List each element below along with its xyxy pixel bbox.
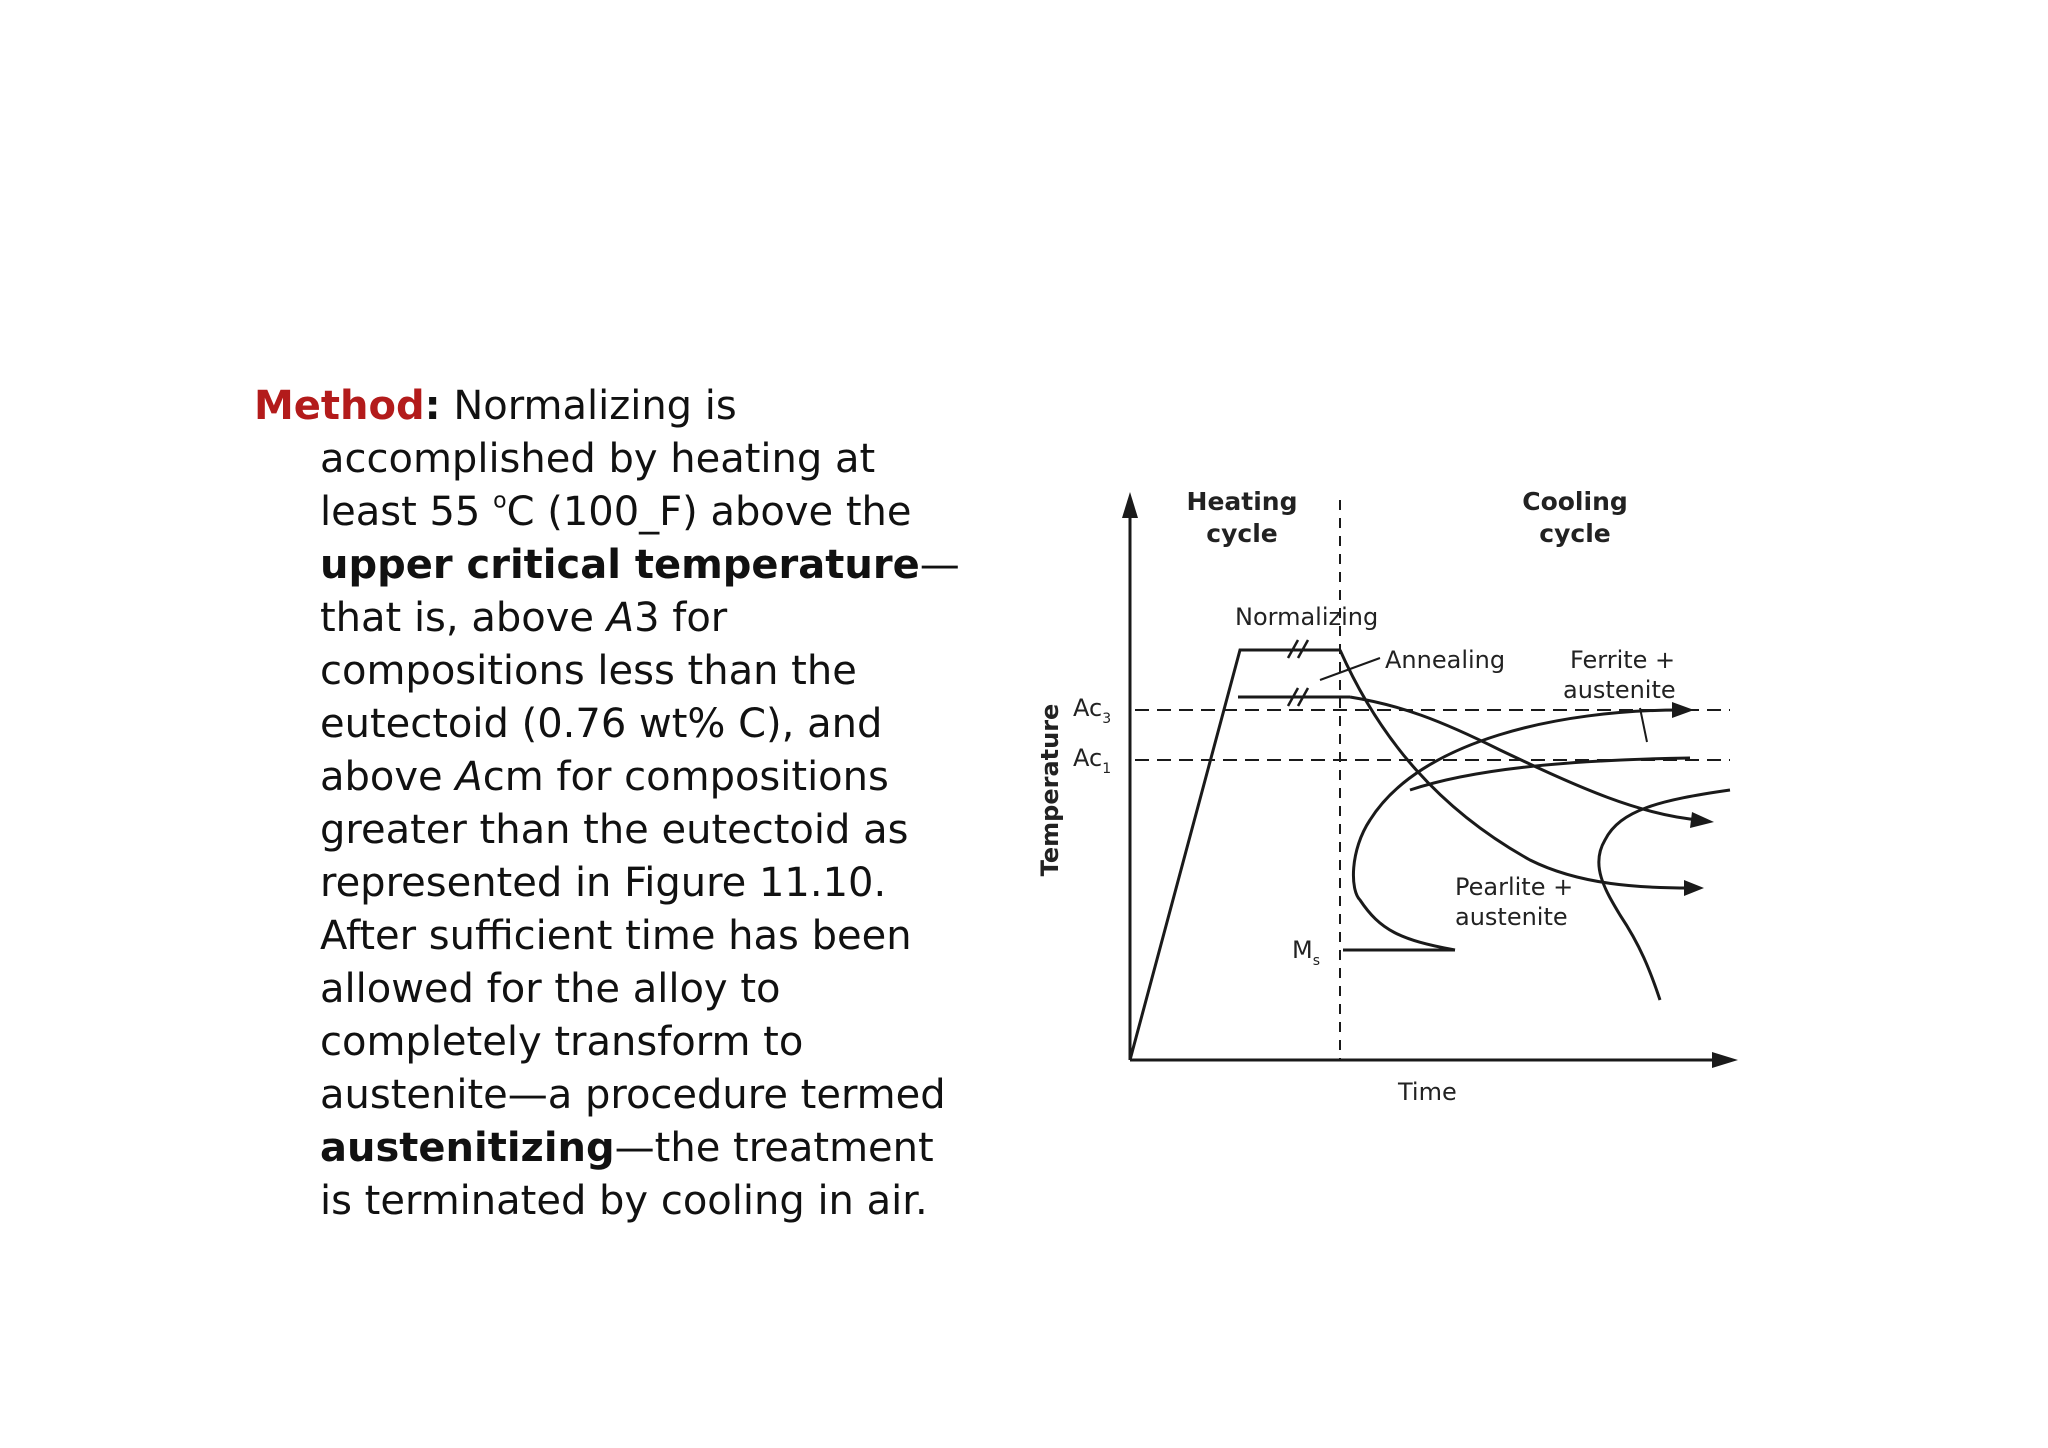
cooling-cycle-label-2: cycle bbox=[1539, 519, 1611, 548]
text-seg5: cm for compositions greater than the eutectoid as represented in Figure 11.10. After sufficient time has been allowed for the alloy to completely transform to austenite—a procedure termed bbox=[320, 754, 946, 1118]
method-colon: : bbox=[424, 383, 441, 429]
pearlite-austenite-label-1: Pearlite + bbox=[1455, 873, 1574, 901]
ferrite-leader bbox=[1640, 708, 1647, 742]
text-seg4: 3 for compositions less than the eutectoid (0.76 wt% C), and above bbox=[320, 595, 883, 800]
cooling-cycle-label-1: Cooling bbox=[1522, 487, 1628, 516]
term-upper-critical-temperature: upper critical temperature bbox=[320, 542, 920, 588]
text-block bbox=[254, 380, 974, 1228]
normalizing-heating-curve bbox=[1130, 650, 1340, 1060]
start-curve-arrow bbox=[1672, 702, 1694, 718]
heating-cycle-label-1: Heating bbox=[1186, 487, 1298, 516]
heat-treatment-diagram bbox=[1000, 470, 1760, 1150]
text-seg3: —that is, above bbox=[320, 542, 960, 641]
symbol-acm-a: A bbox=[455, 754, 483, 800]
text-seg1: Normalizing is accomplished by heating at least 55 bbox=[320, 383, 876, 535]
y-axis-label: Temperature bbox=[1036, 703, 1064, 877]
x-axis-arrow bbox=[1712, 1052, 1738, 1068]
degree-sup: o bbox=[493, 488, 507, 514]
heating-cycle-label-2: cycle bbox=[1206, 519, 1278, 548]
ac3-label: $Ac_3$ bbox=[1073, 694, 1112, 727]
ferrite-austenite-label-1: Ferrite + bbox=[1570, 646, 1676, 674]
normalizing-label: Normalizing bbox=[1235, 603, 1379, 631]
text-seg6: —the treatment is terminated by cooling in air. bbox=[320, 1125, 934, 1224]
text-seg2: C (100_F) above the bbox=[506, 489, 912, 535]
symbol-a3-a: A bbox=[606, 595, 635, 641]
x-axis-label: Time bbox=[1398, 1078, 1457, 1106]
annealing-leader bbox=[1320, 658, 1380, 680]
ferrite-austenite-label-2: austenite bbox=[1563, 676, 1676, 704]
ms-label: $M_s$ bbox=[1292, 936, 1321, 969]
y-axis-arrow bbox=[1122, 492, 1138, 518]
normalizing-arrow bbox=[1684, 880, 1704, 896]
pearlite-austenite-label-2: austenite bbox=[1455, 903, 1568, 931]
method-label: Method bbox=[254, 383, 425, 429]
ac1-label: $Ac_1$ bbox=[1073, 744, 1112, 777]
term-austenitizing: austenitizing bbox=[320, 1125, 615, 1171]
method-paragraph bbox=[254, 380, 974, 1228]
annealing-label: Annealing bbox=[1385, 646, 1506, 674]
annealing-arrow bbox=[1690, 812, 1714, 828]
